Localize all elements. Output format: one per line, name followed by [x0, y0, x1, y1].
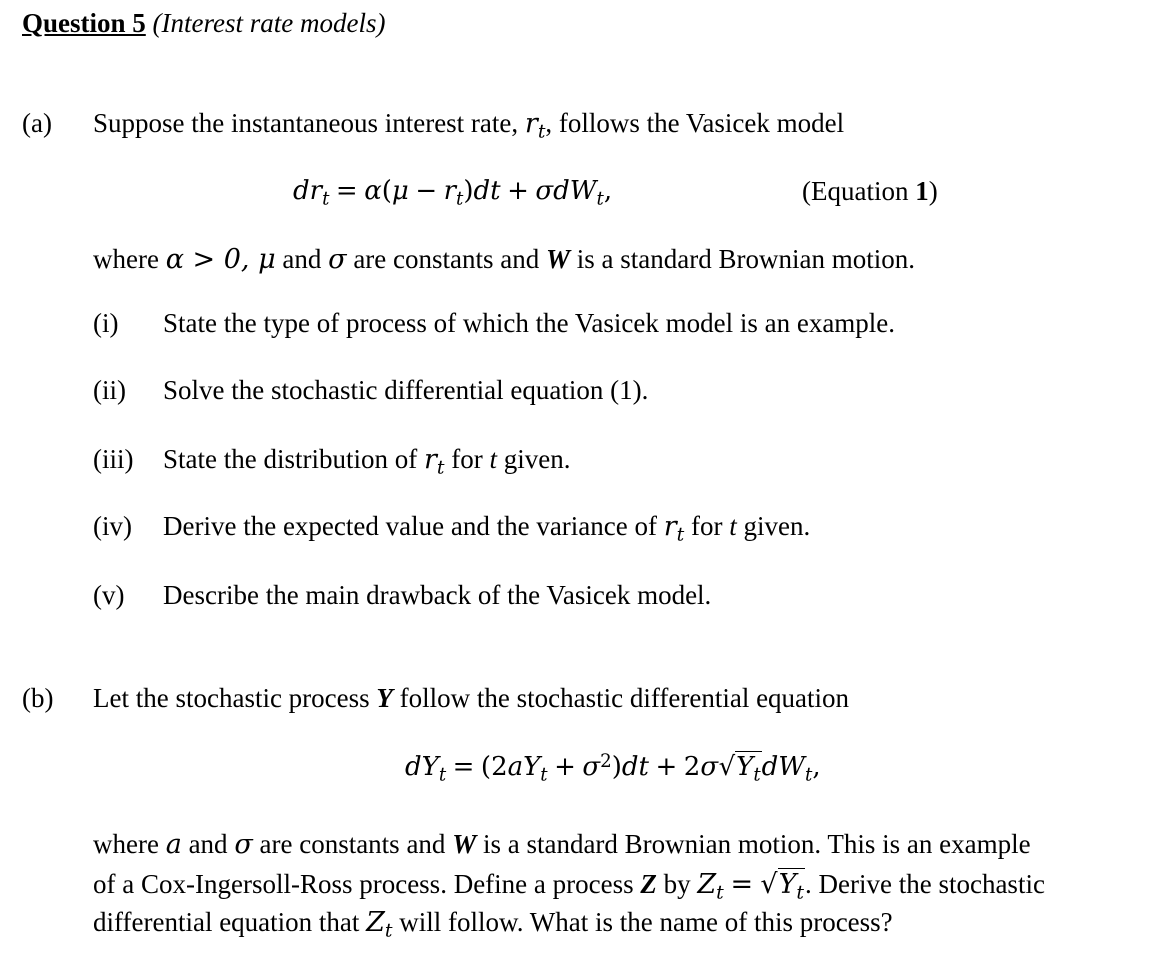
item-iii-text: State the distribution of $r_t$ for t given.	[163, 444, 571, 479]
part-b-line-2: of a Cox-Ingersoll-Ross process. Define a process Z by $Z_t = √Y_t$. Derive the stochastic	[93, 869, 1045, 904]
item-ii-label: (ii)	[93, 375, 126, 405]
item-v-text: Describe the main drawback of the Vasicek model.	[163, 580, 712, 610]
equation-cir: $dY_t = (2aY_t + \sigma^2)dt + 2\sigma√Y_tdW_t$,	[405, 750, 821, 786]
item-ii-text: Solve the stochastic differential equation (1).	[163, 375, 649, 405]
part-a-intro: Suppose the instantaneous interest rate, $r_t$, follows the Vasicek model	[93, 108, 845, 143]
item-v-label: (v)	[93, 580, 125, 610]
part-a-label: (a)	[22, 108, 52, 138]
part-b-intro: Let the stochastic process Y follow the stochastic differential equation	[93, 683, 850, 713]
equation-1-tag: (Equation 1)	[802, 176, 938, 206]
var-r: $r_t$	[524, 108, 546, 143]
item-iv-text: Derive the expected value and the variance of $r_t$ for t given.	[163, 511, 811, 546]
question-heading: Question 5	[22, 8, 146, 38]
question-subtitle: (Interest rate models)	[152, 8, 386, 38]
part-a-where: where α > 0, μ and σ are constants and W is a standard Brownian motion.	[93, 244, 915, 275]
item-iii-label: (iii)	[93, 444, 134, 474]
part-b-line-3: differential equation that $Z_t$ will follow. What is the name of this process?	[93, 907, 893, 942]
question-title	[22, 8, 385, 39]
part-b-label: (b)	[22, 683, 54, 713]
equation-1: $dr_t = \alpha(\mu - r_t)dt + \sigma dW_t$,	[293, 176, 613, 210]
item-i-text: State the type of process of which the Vasicek model is an example.	[163, 308, 896, 338]
item-i-label: (i)	[93, 308, 119, 338]
part-b-line-1: where a and σ are constants and W is a standard Brownian motion. This is an example	[93, 829, 1031, 860]
item-iv-label: (iv)	[93, 511, 132, 541]
